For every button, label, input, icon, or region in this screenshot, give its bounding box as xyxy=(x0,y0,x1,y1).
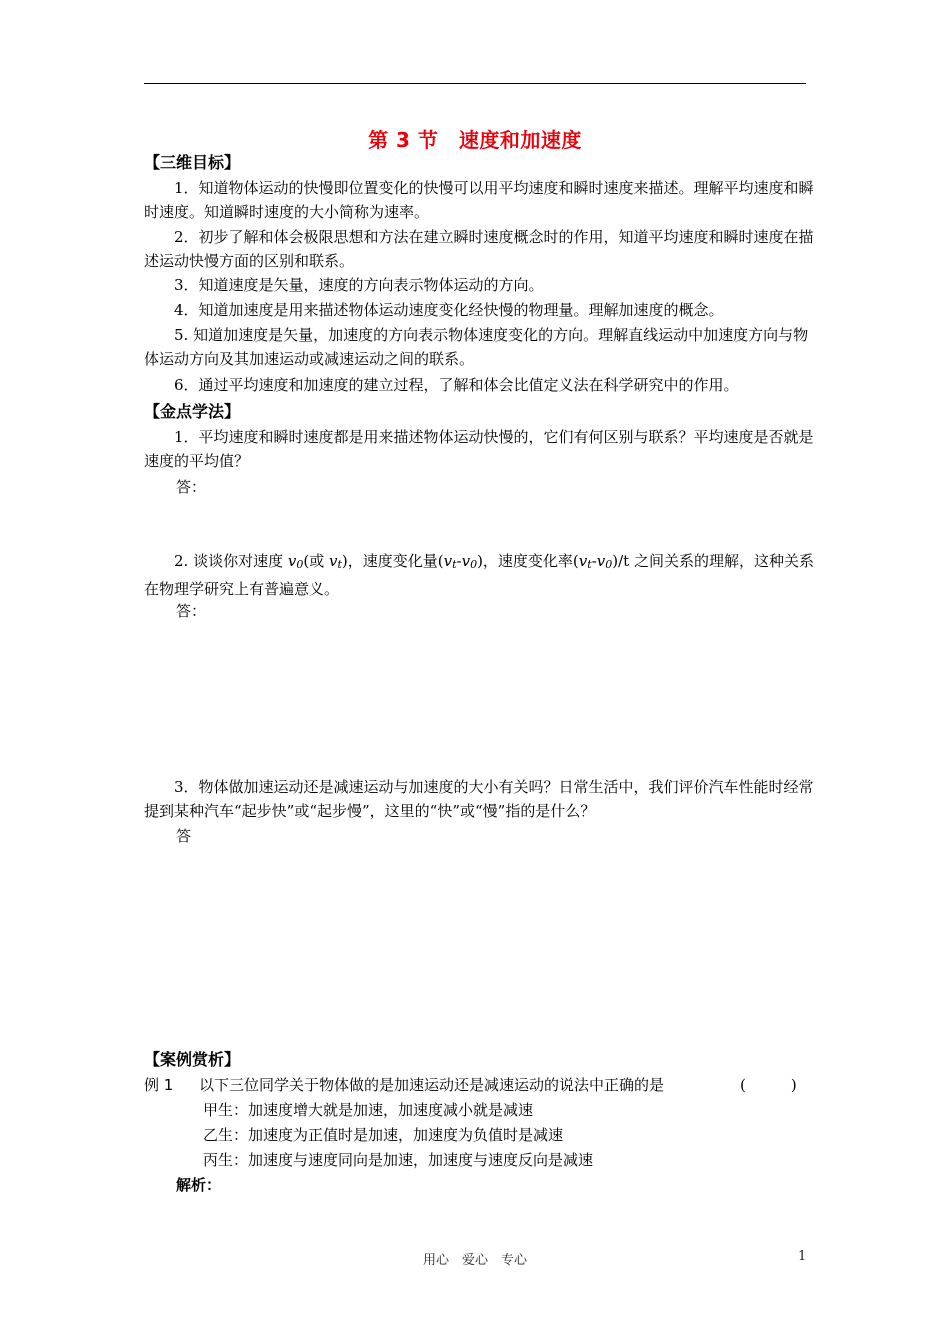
section-heading-goals: 【三维目标】 xyxy=(144,153,241,172)
goal-item-4: 4．知道加速度是用来描述物体运动速度变化经快慢的物理量。理解加速度的概念。 xyxy=(174,301,724,319)
answer-blank: ( ) xyxy=(740,1076,797,1094)
analysis-label: 解析： xyxy=(176,1176,222,1194)
goal-item-6: 6．通过平均速度和加速度的建立过程，了解和体会比值定义法在科学研究中的作用。 xyxy=(174,376,739,394)
question-2: 2. 谈谈你对速度 v0(或 vt)，速度变化量(vt-v0)，速度变化率(vt-v0)/t 之间关系的理解，这种关系在物理学研究上有普遍意义。 xyxy=(144,552,814,598)
example-option-bing: 丙生：加速度与速度同向是加速，加速度与速度反向是减速 xyxy=(203,1151,594,1169)
answer-label-3: 答 xyxy=(176,827,192,845)
question-1: 1．平均速度和瞬时速度都是用来描述物体运动快慢的，它们有何区别与联系？平均速度是否就是速度的平均值？ xyxy=(144,428,814,470)
example-option-jia: 甲生：加速度增大就是加速，加速度减小就是减速 xyxy=(203,1101,534,1119)
section-heading-case: 【案例赏析】 xyxy=(144,1050,241,1069)
header-rule xyxy=(144,83,806,84)
answer-label-1: 答： xyxy=(176,478,207,496)
footer-motto: 用心 爱心 专心 xyxy=(422,1253,527,1268)
goal-item-3: 3．知道速度是矢量，速度的方向表示物体运动的方向。 xyxy=(174,276,544,294)
example-question: 以下三位同学关于物体做的是加速运动还是减速运动的说法中正确的是 xyxy=(199,1076,665,1094)
answer-label-2: 答： xyxy=(176,602,207,620)
goal-item-2: 2．初步了解和体会极限思想和方法在建立瞬时速度概念时的作用，知道平均速度和瞬时速度在描述运动快慢方面的区别和联系。 xyxy=(144,228,814,270)
page-title: 第 3 节 速度和加速度 xyxy=(368,128,582,152)
page-number: 1 xyxy=(798,1249,807,1264)
goal-item-5: 5. 知道加速度是矢量，加速度的方向表示物体速度变化的方向。理解直线运动中加速度方向与物体运动方向及其加速运动或减速运动之间的联系。 xyxy=(144,326,809,368)
example-option-yi: 乙生：加速度为正值时是加速，加速度为负值时是减速 xyxy=(203,1126,564,1144)
goal-item-1: 1．知道物体运动的快慢即位置变化的快慢可以用平均速度和瞬时速度来描述。理解平均速度和瞬时速度。知道瞬时速度的大小简称为速率。 xyxy=(144,179,814,221)
example-label: 例 1 xyxy=(144,1076,174,1094)
question-3: 3．物体做加速运动还是减速运动与加速度的大小有关吗？日常生活中，我们评价汽车性能时经常提到某种汽车“起步快”或“起步慢”，这里的“快”或“慢”指的是什么？ xyxy=(144,778,814,820)
section-heading-method: 【金点学法】 xyxy=(144,402,241,421)
